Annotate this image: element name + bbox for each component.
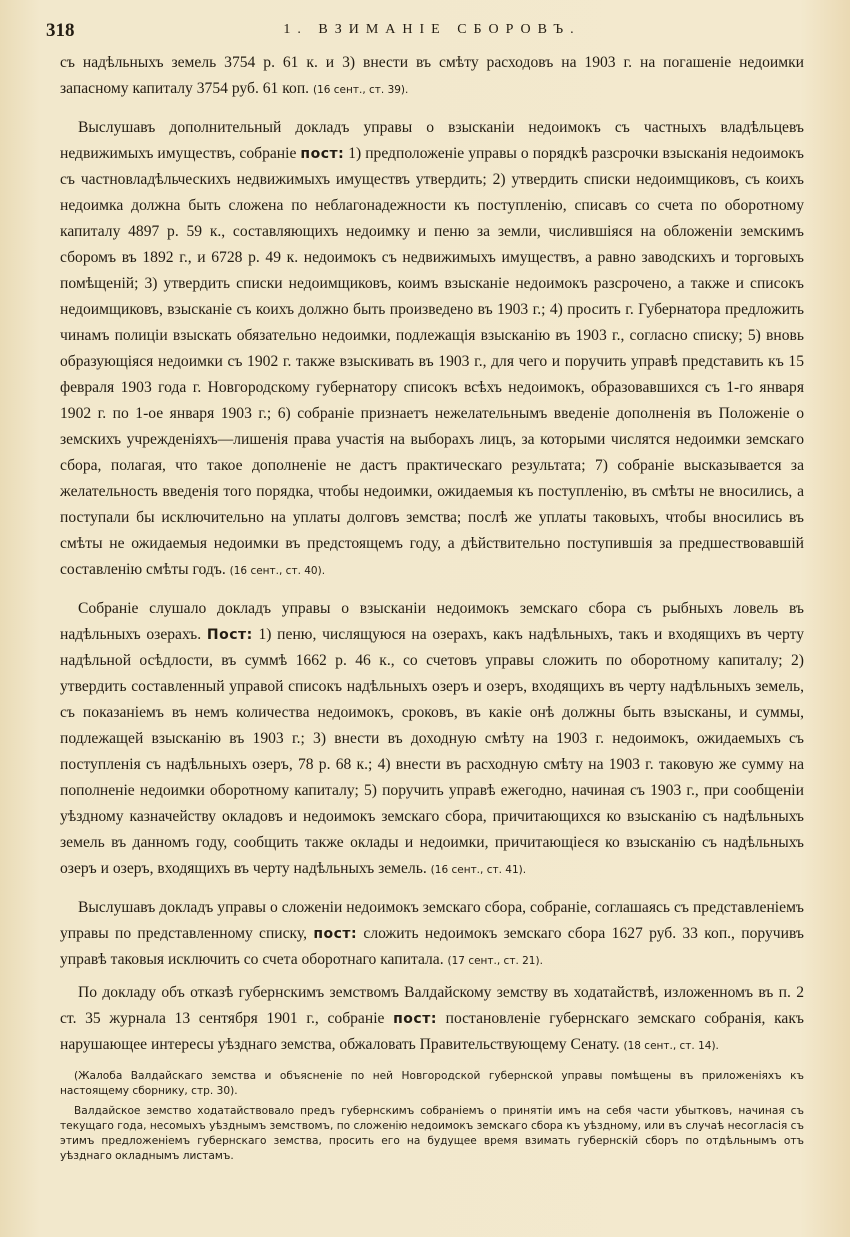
resolution-marker: пост: [393, 1011, 437, 1027]
paragraph-text: сложить недоимокъ земскаго сбора 1627 руб. 33 коп., поручивъ управѣ таковыя исключить со счета оборотнаго капитала. [60, 925, 804, 968]
session-reference: (16 сент., ст. 41). [430, 864, 527, 876]
page-header [46, 18, 804, 48]
paragraph-text: 1) пеню, числящуюся на озерахъ, какъ надѣльныхъ, такъ и входящихъ въ черту надѣльной осѣдлости, въ суммѣ 1662 р. 46 к., со счетовъ управы сложить по оборотному капиталу; 2) утвердить составленный управой списокъ надѣльныхъ озеръ и озеръ, входящихъ въ черту надѣльныхъ земель, съ показаніемъ въ немъ количества недоимокъ, сроковъ, въ какіе онѣ должны быть взысканы, и суммы, подлежащей взысканію въ 1903 г.; 3) внести въ доходную смѣту на 1903 г. недоимокъ, ожидаемыхъ съ поступленія съ надѣльныхъ озеръ, 78 р. 68 к.; 4) внести въ расходную смѣту на 1903 г. таковую же сумму на пополненіе недоимки оборотному капиталу; 5) поручить управѣ ежегодно, начиная съ 1903 г., при сообщеніи уѣздному казначейству окладовъ и недоимокъ земскаго сбора, причитающихся ко взысканію съ надѣльныхъ земель въ данномъ году, сообщить также оклады и недоимки, причитающіеся ко взысканію съ надѣльныхъ озеръ и озеръ, входящихъ въ черту надѣльныхъ земель. [60, 626, 805, 877]
page-number: 318 [46, 20, 75, 41]
session-reference: (17 сент., ст. 21). [447, 955, 543, 967]
resolution-marker: пост: [313, 926, 358, 942]
footnote-valdai-petition: Валдайское земство ходатайствовало предъ губернскимъ собраніемъ о принятіи имъ на себя части убытковъ, начиная съ текущаго года, несомыхъ уѣзднымъ земствомъ, по сложенію недоимокъ земскаго сбора къ уѣздному, или въ случаѣ несогласія съ этимъ предложеніемъ губернскаго земства, просить его на будущее время взимать губернскій сборъ по отдѣльнымъ отъ уѣзднаго окладнымъ листамъ. [60, 1105, 804, 1162]
paragraph-continuation [60, 50, 804, 103]
footnote-complaint: (Жалоба Валдайскаго земства и объясненіе по ней Новгородской губернской управы помѣщены въ приложеніяхъ къ настоящему сборнику, стр. 30). [60, 1070, 804, 1097]
paragraph-valdai-appeal [60, 980, 804, 1059]
paragraph-fishing-lakes [60, 596, 804, 883]
running-title: 1. ВЗИМАНІЕ СБОРОВЪ. [283, 22, 581, 37]
paragraph-text: Выслушавъ докладъ управы о сложеніи недоимокъ земскаго сбора, собраніе, соглашаясь съ представленіемъ управы по представленному списку, [60, 899, 804, 942]
paragraph-text: Собраніе слушало докладъ управы о взысканіи недоимокъ земскаго сбора съ рыбныхъ ловель въ надѣльныхъ озерахъ. [60, 600, 804, 643]
paragraph-text: постановленіе губернскаго земскаго собранія, какъ нарушающее интересы уѣзднаго земства, обжаловать Правительствующему Сенату. [60, 1010, 804, 1053]
resolution-marker: пост: [300, 146, 345, 162]
session-reference: (16 сент., ст. 40). [229, 565, 326, 577]
paragraph-text: По докладу объ отказѣ губернскимъ земствомъ Валдайскому земству въ ходатайствѣ, изложенномъ въ п. 2 ст. 35 журнала 13 сентября 1901 г., собраніе [60, 984, 804, 1027]
paragraph-arrears-private-owners [60, 115, 804, 584]
session-reference: (16 сент., ст. 39). [312, 84, 409, 96]
resolution-marker: Пост: [206, 627, 253, 643]
paragraph-text: 1) предположеніе управы о порядкѣ разсрочки взысканія недоимокъ съ частновладѣльческихъ недвижимыхъ имуществъ утвердить; 2) утвердить списки недоимщиковъ, съ коихъ недоимка должна быть сложена по неблагонадежности къ поступленію, списавъ со счета по оборотному капиталу 4897 р. 59 к., составляющихъ недоимку и пеню за земли, числившіяся на обложеніи земскимъ сборомъ въ 1892 г., и 6728 р. 49 к. недоимокъ съ недвижимыхъ имуществъ, а равно заводскихъ и торговыхъ помѣщеній; 3) утвердить списки недоимщиковъ, коимъ взысканіе недоимокъ разсрочено, а также и списокъ недоимщиковъ, взысканіе съ коихъ должно быть произведено въ 1903 г.; 4) просить г. Губернатора предложить чинамъ полиціи взыскать обязательно недоимки, подлежащія взысканію въ 1903 г., согласно списку; 5) вновь образующіяся недоимки съ 1902 г. также взыскивать въ 1903 г., для чего и поручить управѣ представить къ 15 февраля 1903 года г. Новгородскому губернатору списокъ всѣхъ недоимокъ, образовавшихся съ 1-го января 1902 г. по 1-ое января 1903 г.; 6) собраніе признаетъ нежелательнымъ введеніе дополненія въ Положеніе о земскихъ учрежденіяхъ—лишенія права участія на выборахъ лицъ, за которыми числятся недоимки земскаго сбора, полагая, что такое дополненіе не дастъ практическаго результата; 7) собраніе высказывается за желательность введенія того порядка, чтобы недоимки, ожидаемыя къ поступленію, въ смѣты не вносились, а поступали бы исключительно на уплаты долговъ земства; послѣ же уплаты таковыхъ, чтобы вносились въ смѣты не ожидаемыя недоимки въ предстоящемъ году, а дѣйствительно поступившія за предшествовавшій составленію смѣты годъ. [60, 145, 804, 578]
paragraph-arrears-writeoff [60, 895, 804, 974]
paragraph-text: съ надѣльныхъ земель 3754 р. 61 к. и 3) внести въ смѣту расходовъ на 1903 г. на погашеніе недоимки запасному капиталу 3754 руб. 61 коп. [60, 54, 804, 97]
paragraph-text: Выслушавъ дополнительный докладъ управы о взысканіи недоимокъ съ частныхъ владѣльцевъ недвижимыхъ имуществъ, собраніе [60, 119, 804, 162]
session-reference: (18 сент., ст. 14). [623, 1040, 719, 1052]
